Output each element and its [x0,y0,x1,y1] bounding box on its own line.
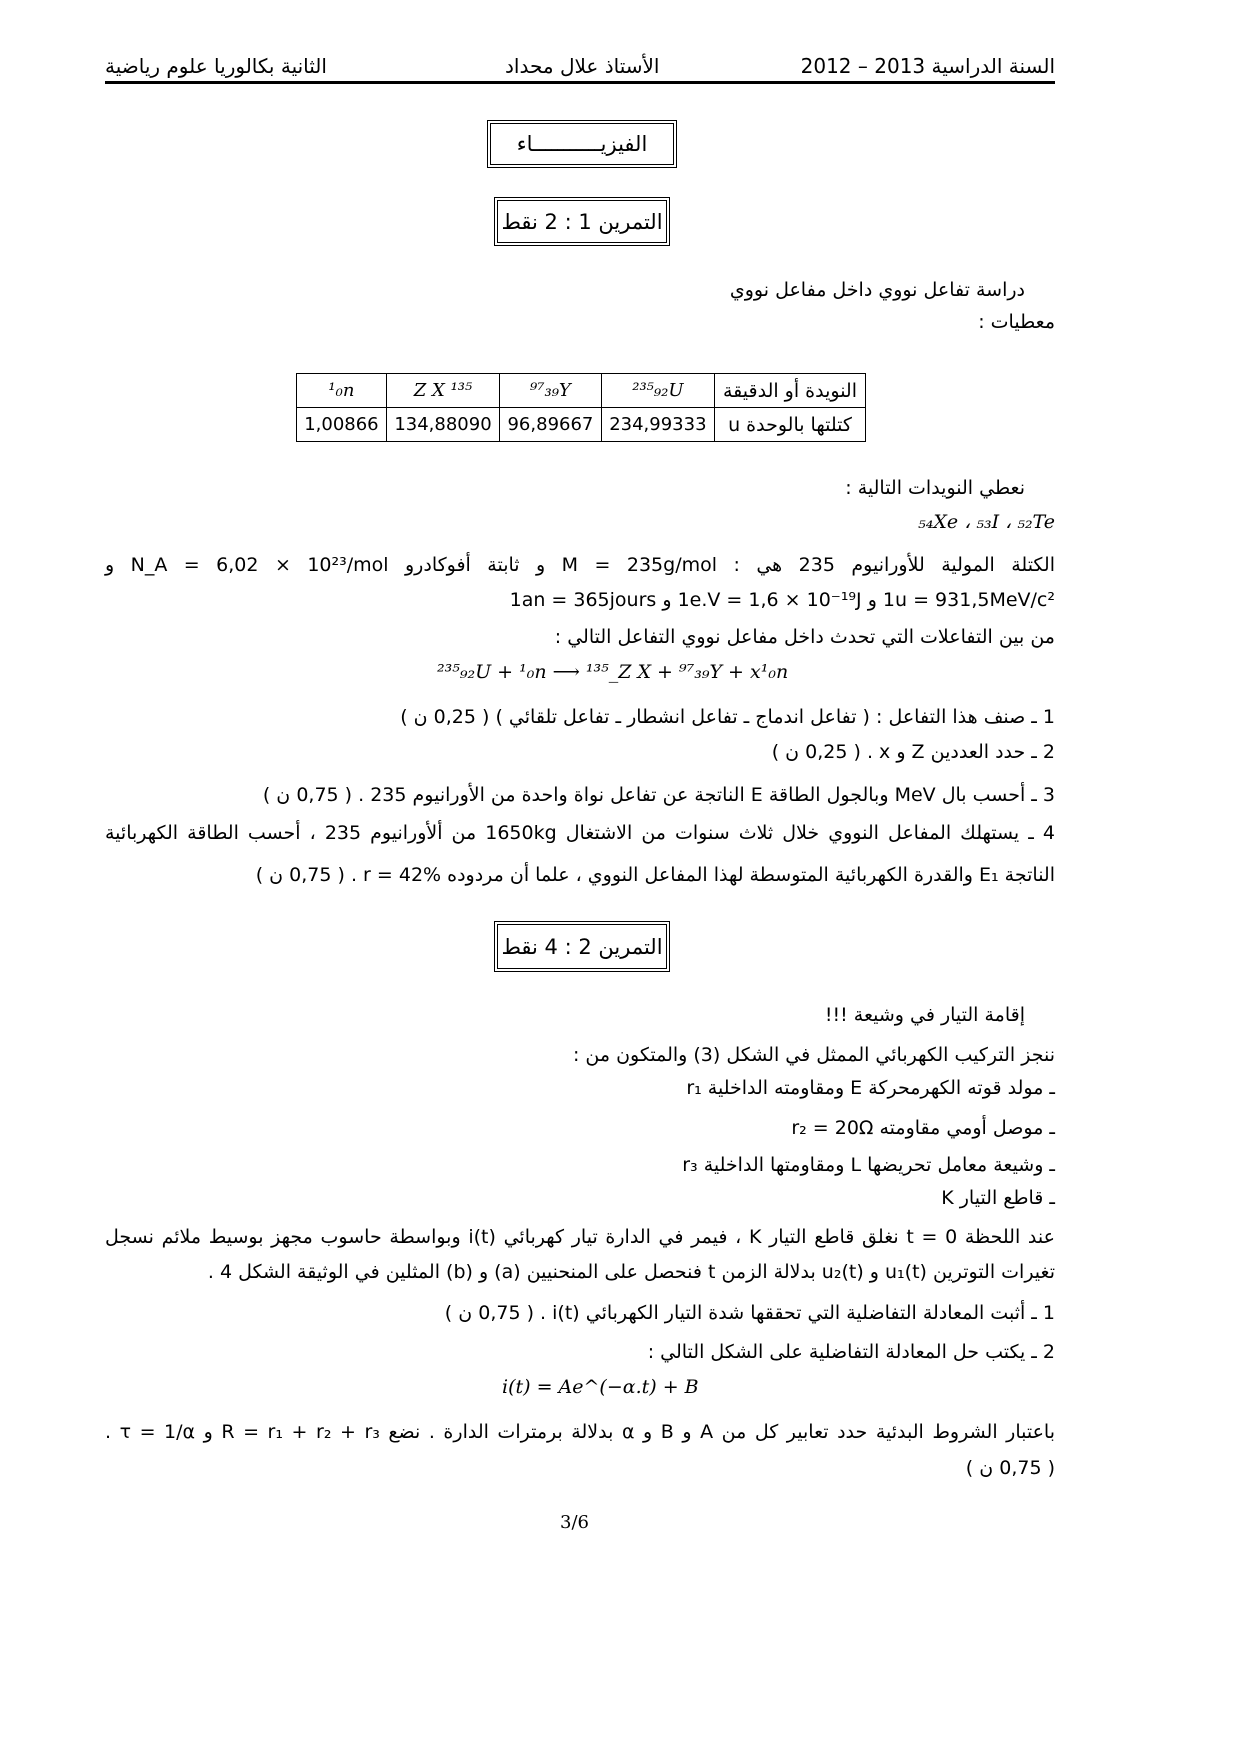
question-1: 1 ـ صنف هذا التفاعل : ( تفاعل اندماج ـ تفاعل انشطار ـ تفاعل تلقائي ) ( 0,25 ن ) [400,706,1055,728]
constants-line-2: 1u = 931,5MeV/c² و 1e.V = 1,6 × 10⁻¹⁹J و 1an = 365jours [509,589,1055,611]
page-number: 3/6 [560,1512,589,1533]
reaction-equation: ²³⁵₉₂U + ¹₀n ⟶ ¹³⁵_Z X + ⁹⁷₃₉Y + x¹₀n [437,661,789,683]
reaction-intro: من بين التفاعلات التي تحدث داخل مفاعل نووي التفاعل التالي : [554,626,1055,648]
constants-line-1: الكتلة المولية للأورانيوم 235 هي : M = 235g/mol و ثابتة أفوكادرو N_A = 6,02 × 10²³/mol و [105,554,1055,576]
table-header: كتلتها بالوحدة u [715,408,866,442]
question-2: 2 ـ حدد العددين Z و x . ( 0,25 ن ) [771,741,1055,763]
question-4-cont: الناتجة E₁ والقدرة الكهربائية المتوسطة لهذا المفاعل النووي ، علما أن مردوده r = 42% . ( 0,75 ن ) [255,864,1055,886]
question-3: 3 ـ أحسب بال MeV وبالجول الطاقة E الناتجة عن تفاعل نواة واحدة من الأورانيوم 235 . ( 0,75 ن ) [262,784,1055,806]
table-cell: 234,99333 [601,408,714,442]
header-rule [105,81,1055,84]
ex2-final-points: ( 0,75 ن ) [965,1457,1055,1479]
subject-title [487,120,677,168]
exercise1-title [494,197,670,246]
ex2-question-2: 2 ـ يكتب حل المعادلة التفاضلية على الشكل التالي : [647,1341,1055,1363]
table-cell: ¹₀n [297,374,387,408]
nuclides-label: نعطي النويدات التالية : [845,477,1025,499]
ex2-line: ننجز التركيب الكهربائي الممثل في الشكل (3) والمتكون من : [572,1044,1055,1066]
nuclides: ₅₄Xe ، ₅₃I ، ₅₂Te [918,511,1055,533]
exercise2-intro: إقامة التيار في وشيعة !!! [824,1004,1025,1026]
ex2-line: ـ وشيعة معامل تحريضها L ومقاومتها الداخلية r₃ [682,1154,1055,1176]
table-cell: 96,89667 [500,408,602,442]
ex2-final-line: باعتبار الشروط البدئية حدد تعابير كل من A و B و α بدلالة برمترات الدارة . نضع R = r₁ + r₂ + r₃ و τ = 1/α . [105,1421,1055,1443]
ex2-question-1: 1 ـ أثبت المعادلة التفاضلية التي تحققها شدة التيار الكهربائي i(t) . ( 0,75 ن ) [444,1302,1055,1324]
school-year: السنة الدراسية 2013 – 2012 [800,54,1055,78]
table-cell: 134,88090 [386,408,499,442]
table-cell: 1,00866 [297,408,387,442]
ex2-line: عند اللحظة t = 0 نغلق قاطع التيار K ، فيمر في الدارة تيار كهربائي i(t) وبواسطة حاسوب مجهز بوسيط ملائم نسجل [105,1226,1055,1248]
subject-title-text: الفيزيـــــــــــاء [516,132,648,156]
table-cell: ⁹⁷₃₉Y [500,374,602,408]
exercise2-title-text: التمرين 2 : 4 نقط [501,934,663,959]
table-row [297,374,866,408]
table-header: النويدة أو الدقيقة [715,374,866,408]
table-cell: ¹³⁵ Z X [386,374,499,408]
question-4: 4 ـ يستهلك المفاعل النووي خلال ثلاث سنوات من الاشتغال 1650kg من ألأورانيوم 235 ، أحسب الطاقة الكهربائية [105,822,1055,844]
table-row [297,408,866,442]
solution-equation: i(t) = Ae^(−α.t) + B [502,1376,699,1398]
teacher-name: الأستاذ علال محداد [505,54,660,78]
exercise1-intro: دراسة تفاعل نووي داخل مفاعل نووي [729,279,1025,301]
exercise1-title-text: التمرين 1 : 2 نقط [501,209,663,234]
ex2-line: ـ مولد قوته الكهرمحركة E ومقاومته الداخلية r₁ [686,1077,1055,1099]
ex2-line: ـ موصل أومي مقاومته r₂ = 20Ω [791,1117,1055,1139]
mass-table [296,373,866,442]
data-label: معطيات : [978,311,1055,333]
table-cell: ²³⁵₉₂U [601,374,714,408]
exercise2-title [494,921,670,972]
ex2-line: تغيرات التوترين u₁(t) و u₂(t) بدلالة الزمن t فنحصل على المنحنيين (a) و (b) المثلين في الوثيقة الشكل 4 . [207,1261,1055,1283]
ex2-line: ـ قاطع التيار K [941,1187,1055,1209]
class-level: الثانية بكالوريا علوم رياضية [105,54,327,78]
